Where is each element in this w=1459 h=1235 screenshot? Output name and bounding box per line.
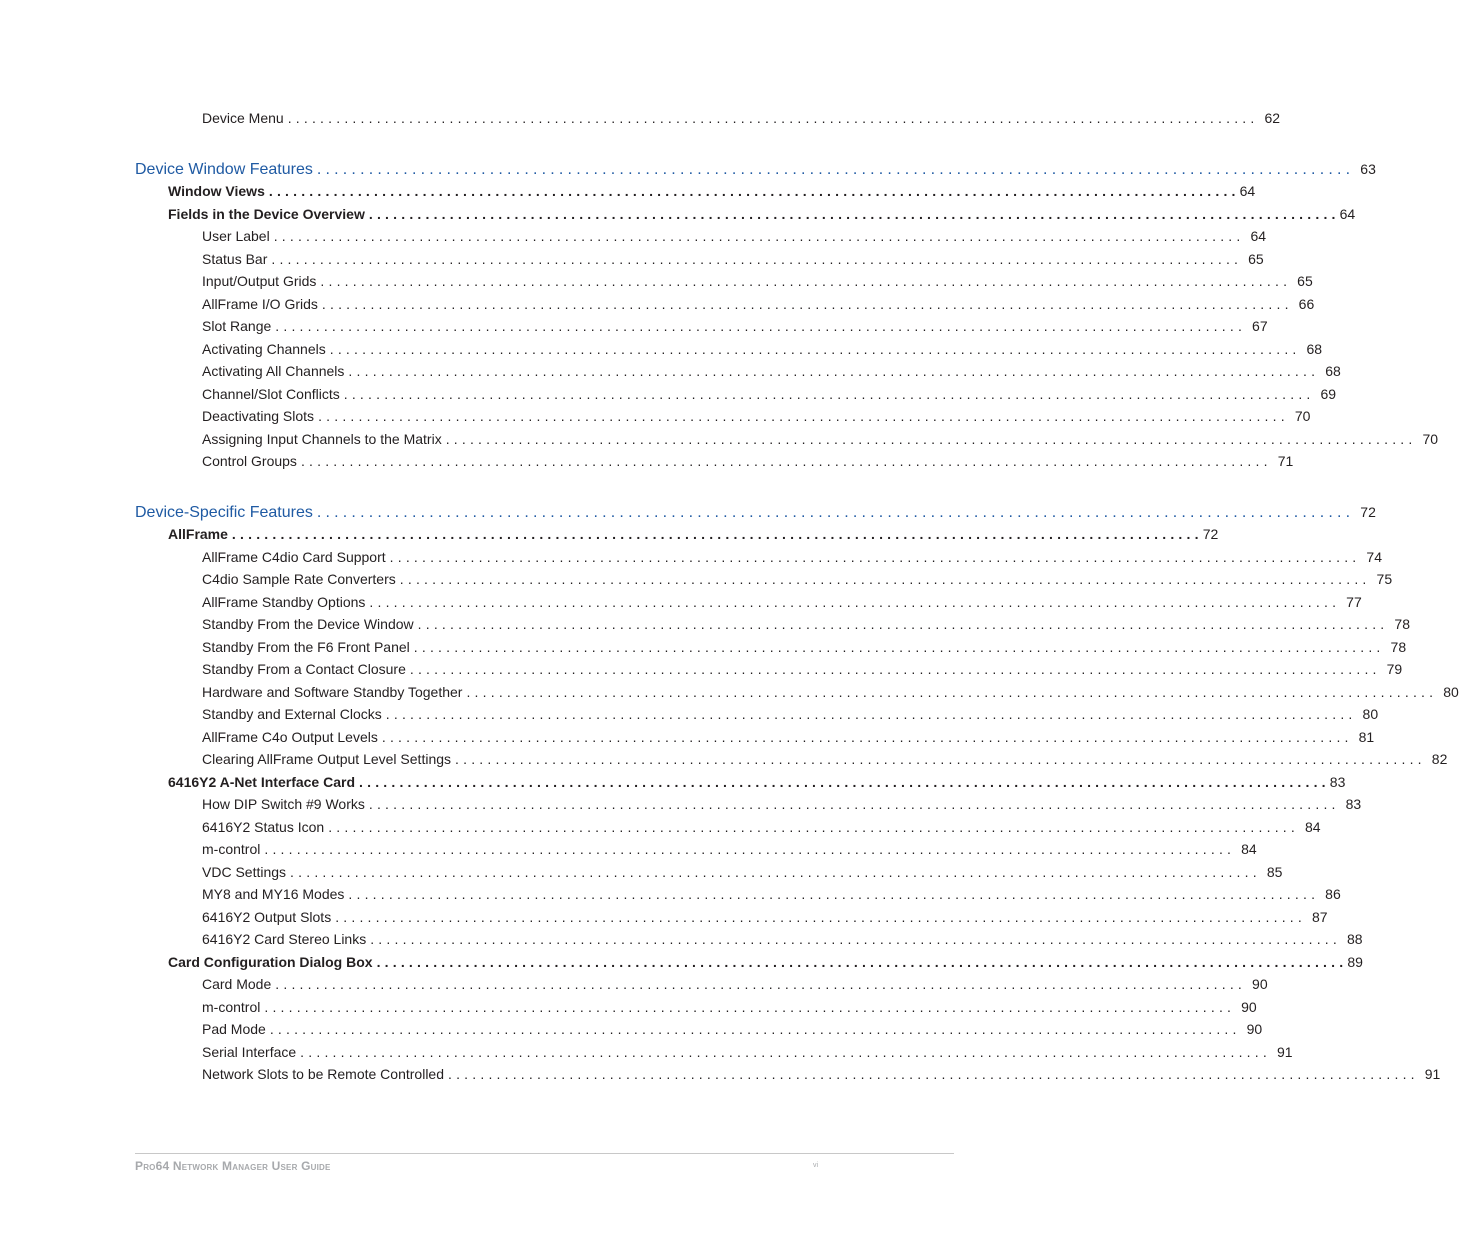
toc-entry-title: C4dio Sample Rate Converters [202, 571, 396, 587]
toc-section-heading[interactable] [135, 502, 1376, 522]
toc-entry[interactable] [202, 659, 1403, 679]
toc-entry-title: Hardware and Software Standby Together [202, 684, 463, 700]
toc-entry-page: 80 [1443, 684, 1459, 700]
dot-leader: ........................................................................................................................ [320, 273, 1292, 289]
toc-entry-title: Channel/Slot Conflicts [202, 386, 340, 402]
dot-leader: ........................................................................................................................ [271, 251, 1243, 267]
dot-leader: ........................................................................................................................ [264, 841, 1236, 857]
toc-entry-page: 75 [1376, 571, 1393, 587]
dot-leader: ........................................................................................................................ [455, 751, 1426, 767]
toc-entry-page: 67 [1252, 318, 1268, 334]
toc-entry-title: Card Mode [202, 976, 272, 992]
toc-entry-title: AllFrame C4o Output Levels [202, 729, 378, 745]
toc-entry[interactable] [202, 108, 1281, 128]
toc-entry[interactable] [202, 271, 1313, 291]
toc-entry[interactable] [202, 997, 1257, 1017]
toc-entry-title: Input/Output Grids [202, 273, 317, 289]
toc-entry[interactable] [202, 974, 1268, 994]
toc-entry-title: Assigning Input Channels to the Matrix [202, 431, 442, 447]
dot-leader: ........................................................................................................................ [269, 1021, 1241, 1037]
toc-entry-page: 77 [1346, 594, 1362, 610]
dot-leader: ........................................................................................................................ [368, 206, 1340, 222]
toc-subsection-entry[interactable] [168, 181, 1256, 201]
toc-entry-title: Network Slots to be Remote Controlled [202, 1066, 444, 1082]
toc-entry-title: m-control [202, 841, 261, 857]
dot-leader: ........................................................................................................................ [290, 864, 1261, 880]
dot-leader: ........................................................................................................................ [399, 571, 1371, 587]
toc-entry[interactable] [202, 592, 1362, 612]
toc-entry-page: 65 [1297, 273, 1313, 289]
toc-entry-page: 69 [1320, 386, 1337, 402]
toc-entry-title: AllFrame Standby Options [202, 594, 366, 610]
dot-leader: ........................................................................................................................ [273, 228, 1245, 244]
toc-entry-page: 65 [1248, 251, 1264, 267]
toc-entry-title: Status Bar [202, 251, 268, 267]
toc-entry[interactable] [202, 451, 1294, 471]
dot-leader: ........................................................................................................................ [300, 1044, 1271, 1060]
toc-entry[interactable] [202, 637, 1407, 657]
toc-entry-page: 84 [1304, 819, 1321, 835]
toc-entry[interactable] [202, 1064, 1441, 1084]
dot-leader: ........................................................................................................................ [348, 886, 1320, 902]
toc-entry[interactable] [202, 429, 1439, 449]
dot-leader: ........................................................................................................................ [385, 706, 1357, 722]
toc-entry-title: Pad Mode [202, 1021, 266, 1037]
dot-leader: ........................................................................................................................ [300, 453, 1272, 469]
toc-entry-page: 89 [1347, 954, 1363, 970]
toc-entry-page: 80 [1362, 706, 1379, 722]
toc-entry-title: User Label [202, 228, 270, 244]
dot-leader: ........................................................................................................................ [368, 796, 1340, 812]
toc-entry[interactable] [202, 749, 1448, 769]
toc-entry[interactable] [202, 294, 1315, 314]
toc-entry-page: 70 [1294, 408, 1311, 424]
toc-entry[interactable] [202, 862, 1283, 882]
toc-entry-page: 78 [1394, 616, 1410, 632]
toc-entry-title: Deactivating Slots [202, 408, 315, 424]
toc-entry-page: 63 [1360, 161, 1376, 177]
toc-entry[interactable] [202, 249, 1264, 269]
toc-entry-title: 6416Y2 A-Net Interface Card [168, 774, 356, 790]
footer-divider [135, 1153, 954, 1154]
toc-entry[interactable] [202, 704, 1379, 724]
toc-entry[interactable] [202, 339, 1323, 359]
toc-entry-page: 84 [1241, 841, 1257, 857]
toc-entry-page: 91 [1424, 1066, 1441, 1082]
toc-subsection-entry[interactable] [168, 952, 1363, 972]
toc-entry-page: 72 [1360, 504, 1376, 520]
dot-leader: ........................................................................................................................ [381, 729, 1353, 745]
toc-entry[interactable] [202, 406, 1311, 426]
footer-document-title: Pro64 Network Manager User Guide [135, 1159, 331, 1173]
toc-entry[interactable] [202, 1042, 1293, 1062]
toc-entry-page: 64 [1250, 228, 1267, 244]
toc-entry-title: 6416Y2 Output Slots [202, 909, 332, 925]
dot-leader: ........................................................................................................................ [417, 616, 1389, 632]
dot-leader: ........................................................................................................................ [389, 549, 1361, 565]
toc-entry-title: Clearing AllFrame Output Level Settings [202, 751, 452, 767]
dot-leader: ........................................................................................................................ [448, 1066, 1419, 1082]
toc-entry-title: Device Menu [202, 110, 284, 126]
toc-entry[interactable] [202, 316, 1268, 336]
toc-entry-page: 68 [1306, 341, 1323, 357]
dot-leader: ........................................................................................................................ [335, 909, 1306, 925]
toc-entry-title: Card Configuration Dialog Box [168, 954, 373, 970]
toc-entry-page: 91 [1276, 1044, 1293, 1060]
toc-entry-title: Slot Range [202, 318, 272, 334]
toc-entry[interactable] [202, 907, 1328, 927]
toc-entry-title: Serial Interface [202, 1044, 297, 1060]
toc-entry-page: 70 [1422, 431, 1439, 447]
dot-leader: ........................................................................................................................ [328, 819, 1299, 835]
footer-page-number: vi [813, 1162, 819, 1169]
toc-entry[interactable] [202, 361, 1341, 381]
toc-entry[interactable] [202, 839, 1257, 859]
toc-entry-page: 64 [1239, 183, 1256, 199]
toc-entry-title: How DIP Switch #9 Works [202, 796, 365, 812]
dot-leader: ........................................................................................................................ [275, 976, 1247, 992]
toc-entry[interactable] [202, 884, 1341, 904]
toc-entry-title: Fields in the Device Overview [168, 206, 365, 222]
toc-entry-title: AllFrame C4dio Card Support [202, 549, 386, 565]
toc-entry-title: Device-Specific Features [135, 504, 313, 521]
toc-entry-page: 66 [1298, 296, 1315, 312]
toc-entry-title: Standby From a Contact Closure [202, 661, 406, 677]
dot-leader: ........................................................................................................................ [268, 183, 1240, 199]
toc-entry-page: 79 [1386, 661, 1403, 677]
toc-entry-title: Device Window Features [135, 161, 313, 178]
dot-leader: ........................................................................................................................ [370, 931, 1341, 947]
toc-entry-page: 83 [1345, 796, 1362, 812]
dot-leader: ........................................................................................................................ [348, 363, 1320, 379]
toc-subsection-entry[interactable] [168, 772, 1346, 792]
toc-entry[interactable] [202, 727, 1375, 747]
dot-leader: ........................................................................................................................ [275, 318, 1247, 334]
toc-entry-page: 87 [1311, 909, 1328, 925]
toc-entry-title: Standby From the F6 Front Panel [202, 639, 410, 655]
dot-leader: ........................................................................................................................ [316, 161, 1355, 178]
toc-entry[interactable] [202, 384, 1337, 404]
toc-entry-page: 83 [1329, 774, 1346, 790]
toc-entry-page: 72 [1202, 526, 1219, 542]
toc-entry-title: 6416Y2 Status Icon [202, 819, 325, 835]
toc-entry[interactable] [202, 929, 1363, 949]
dot-leader: ........................................................................................................................ [343, 386, 1315, 402]
toc-entry-page: 88 [1346, 931, 1363, 947]
dot-leader: ........................................................................................................................ [264, 999, 1236, 1015]
dot-leader: ........................................................................................................................ [359, 774, 1330, 790]
dot-leader: ........................................................................................................................ [445, 431, 1417, 447]
dot-leader: ........................................................................................................................ [318, 408, 1289, 424]
toc-entry[interactable] [202, 569, 1393, 589]
dot-leader: ........................................................................................................................ [329, 341, 1301, 357]
toc-entry-page: 81 [1358, 729, 1375, 745]
toc-entry-page: 82 [1431, 751, 1448, 767]
toc-entry-page: 90 [1252, 976, 1268, 992]
toc-entry-title: m-control [202, 999, 261, 1015]
toc-entry-page: 86 [1325, 886, 1341, 902]
toc-entry-title: AllFrame [168, 526, 228, 542]
toc-entry-page: 62 [1264, 110, 1281, 126]
dot-leader: ........................................................................................................................ [409, 661, 1381, 677]
toc-entry-page: 90 [1241, 999, 1257, 1015]
dot-leader: ........................................................................................................................ [376, 954, 1348, 970]
toc-subsection-entry[interactable] [168, 524, 1219, 544]
dot-leader: ........................................................................................................................ [316, 504, 1355, 521]
toc-entry-page: 78 [1390, 639, 1407, 655]
toc-entry-page: 64 [1339, 206, 1356, 222]
toc-entry-page: 85 [1266, 864, 1283, 880]
toc-entry[interactable] [202, 614, 1410, 634]
toc-entry[interactable] [202, 682, 1459, 702]
toc-entry-page: 68 [1325, 363, 1341, 379]
toc-section-heading[interactable] [135, 159, 1376, 179]
toc-subsection-entry[interactable] [168, 204, 1356, 224]
toc-entry-title: AllFrame I/O Grids [202, 296, 318, 312]
toc-entry-title: 6416Y2 Card Stereo Links [202, 931, 367, 947]
toc-entry-title: Activating All Channels [202, 363, 345, 379]
dot-leader: ........................................................................................................................ [413, 639, 1385, 655]
toc-entry[interactable] [202, 794, 1362, 814]
dot-leader: ........................................................................................................................ [369, 594, 1341, 610]
toc-entry-title: MY8 and MY16 Modes [202, 886, 345, 902]
dot-leader: ........................................................................................................................ [287, 110, 1259, 126]
toc-entry-title: Window Views [168, 183, 265, 199]
dot-leader: ........................................................................................................................ [231, 526, 1203, 542]
toc-entry-page: 71 [1277, 453, 1294, 469]
toc-entry-title: VDC Settings [202, 864, 287, 880]
toc-entry-page: 74 [1366, 549, 1382, 565]
toc-entry-page: 90 [1246, 1021, 1263, 1037]
dot-leader: ........................................................................................................................ [321, 296, 1293, 312]
toc-entry-title: Control Groups [202, 453, 297, 469]
toc-entry-title: Standby and External Clocks [202, 706, 382, 722]
toc-entry[interactable] [202, 1019, 1263, 1039]
toc-entry-title: Activating Channels [202, 341, 326, 357]
dot-leader: ........................................................................................................................ [466, 684, 1438, 700]
toc-entry[interactable] [202, 226, 1267, 246]
toc-entry-title: Standby From the Device Window [202, 616, 414, 632]
toc-entry[interactable] [202, 547, 1382, 567]
toc-entry[interactable] [202, 817, 1321, 837]
